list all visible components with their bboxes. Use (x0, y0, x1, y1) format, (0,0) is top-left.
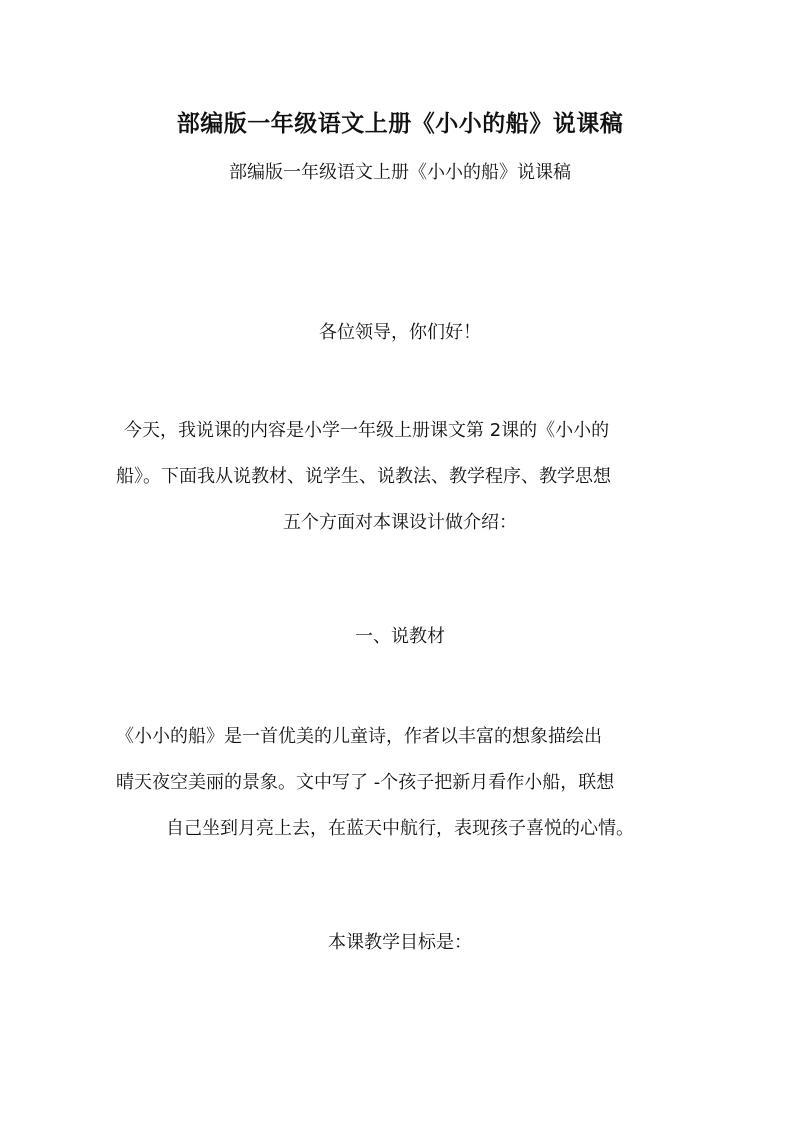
section-heading: 一、说教材 (355, 626, 445, 647)
greeting-line: 各位领导，你们好！ (319, 322, 481, 343)
section-line-1: 《小小的船》是一首优美的儿童诗，作者以丰富的想象描绘出 (116, 726, 602, 747)
document-title: 部编版一年级语文上册《小小的船》说课稿 (176, 110, 624, 137)
document-subtitle: 部编版一年级语文上册《小小的船》说课稿 (229, 162, 571, 183)
goals-heading: 本课教学目标是： (328, 932, 472, 953)
intro-line-1: 今天，我说课的内容是小学一年级上册课文第 2课的《小小的 (124, 420, 610, 441)
intro-paragraph (110, 412, 690, 542)
intro-line-3: 五个方面对本课设计做介绍： (283, 512, 517, 533)
intro-line-2: 船》。下面我从说教材、说学生、说教法、教学程序、教学思想 (116, 466, 611, 487)
section-paragraph (110, 718, 690, 848)
section-line-2: 晴天夜空美丽的景象。文中写了 -个孩子把新月看作小船，联想 (116, 772, 615, 793)
section-line-3: 自己坐到月亮上去，在蓝天中航行，表现孩子喜悦的心情。 (166, 818, 634, 839)
